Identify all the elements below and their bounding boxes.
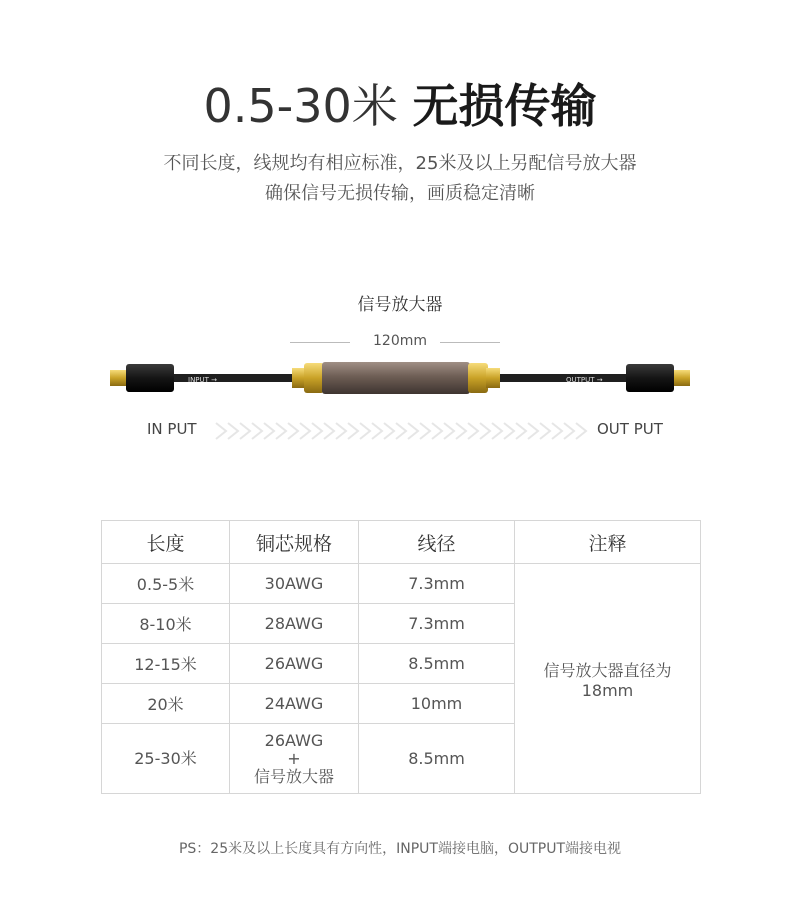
output-label: OUT PUT [597,420,663,438]
cell-diameter: 8.5mm [359,644,515,684]
cable-diagram [0,355,800,415]
cell-length: 25-30米 [102,724,230,794]
cell-awg: 28AWG [230,604,359,644]
cell-length: 8-10米 [102,604,230,644]
subtitle-line-2: 确保信号无损传输，画质稳定清晰 [265,183,535,204]
cell-awg: 30AWG [230,564,359,604]
subtitle-line-1: 不同长度，线规均有相应标准，25米及以上另配信号放大器 [163,153,637,174]
amplifier-right-cap [468,363,488,393]
awg-line-3: 信号放大器 [253,766,334,786]
cell-note [515,564,701,794]
table-row [102,564,701,604]
header-note: 注释 [515,521,701,564]
awg-line-2: + [287,748,301,768]
cell-diameter: 10mm [359,684,515,724]
note-line-2: 18mm [581,680,634,700]
header-diameter: 线径 [359,521,515,564]
left-connector-tip [110,370,128,386]
header-copper-spec: 铜芯规格 [230,521,359,564]
table-header-row [102,521,701,564]
cell-diameter: 7.3mm [359,604,515,644]
cell-length: 0.5-5米 [102,564,230,604]
cable-output-text: OUTPUT → [566,376,603,384]
note-line-1: 信号放大器直径为 [543,660,672,680]
signal-chevrons [212,420,592,442]
right-connector-housing [626,364,674,392]
input-label: IN PUT [147,420,197,438]
cell-length: 12-15米 [102,644,230,684]
awg-line-1: 26AWG [264,730,324,750]
amplifier-label: 信号放大器 [357,295,443,315]
spec-table [101,520,701,794]
right-connector-tip [672,370,690,386]
title-emphasis: 无损传输 [412,79,597,133]
dimension-label: 120mm [373,333,427,349]
page-title [0,78,800,134]
amplifier-body [322,362,470,394]
cell-diameter: 8.5mm [359,724,515,794]
header-length: 长度 [102,521,230,564]
amplifier-left-ring [292,368,306,388]
cable-input-text: INPUT → [188,376,218,384]
amplifier-right-ring [486,368,500,388]
left-connector-housing [126,364,174,392]
amplifier-left-cap [304,363,324,393]
cell-length: 20米 [102,684,230,724]
title-range: 0.5-30米 [203,79,398,133]
cell-awg: 26AWG [230,644,359,684]
cell-awg-combo [230,724,359,794]
footer-note: PS：25米及以上长度具有方向性，INPUT端接电脑，OUTPUT端接电视 [178,841,622,857]
cell-awg: 24AWG [230,684,359,724]
cell-diameter: 7.3mm [359,564,515,604]
